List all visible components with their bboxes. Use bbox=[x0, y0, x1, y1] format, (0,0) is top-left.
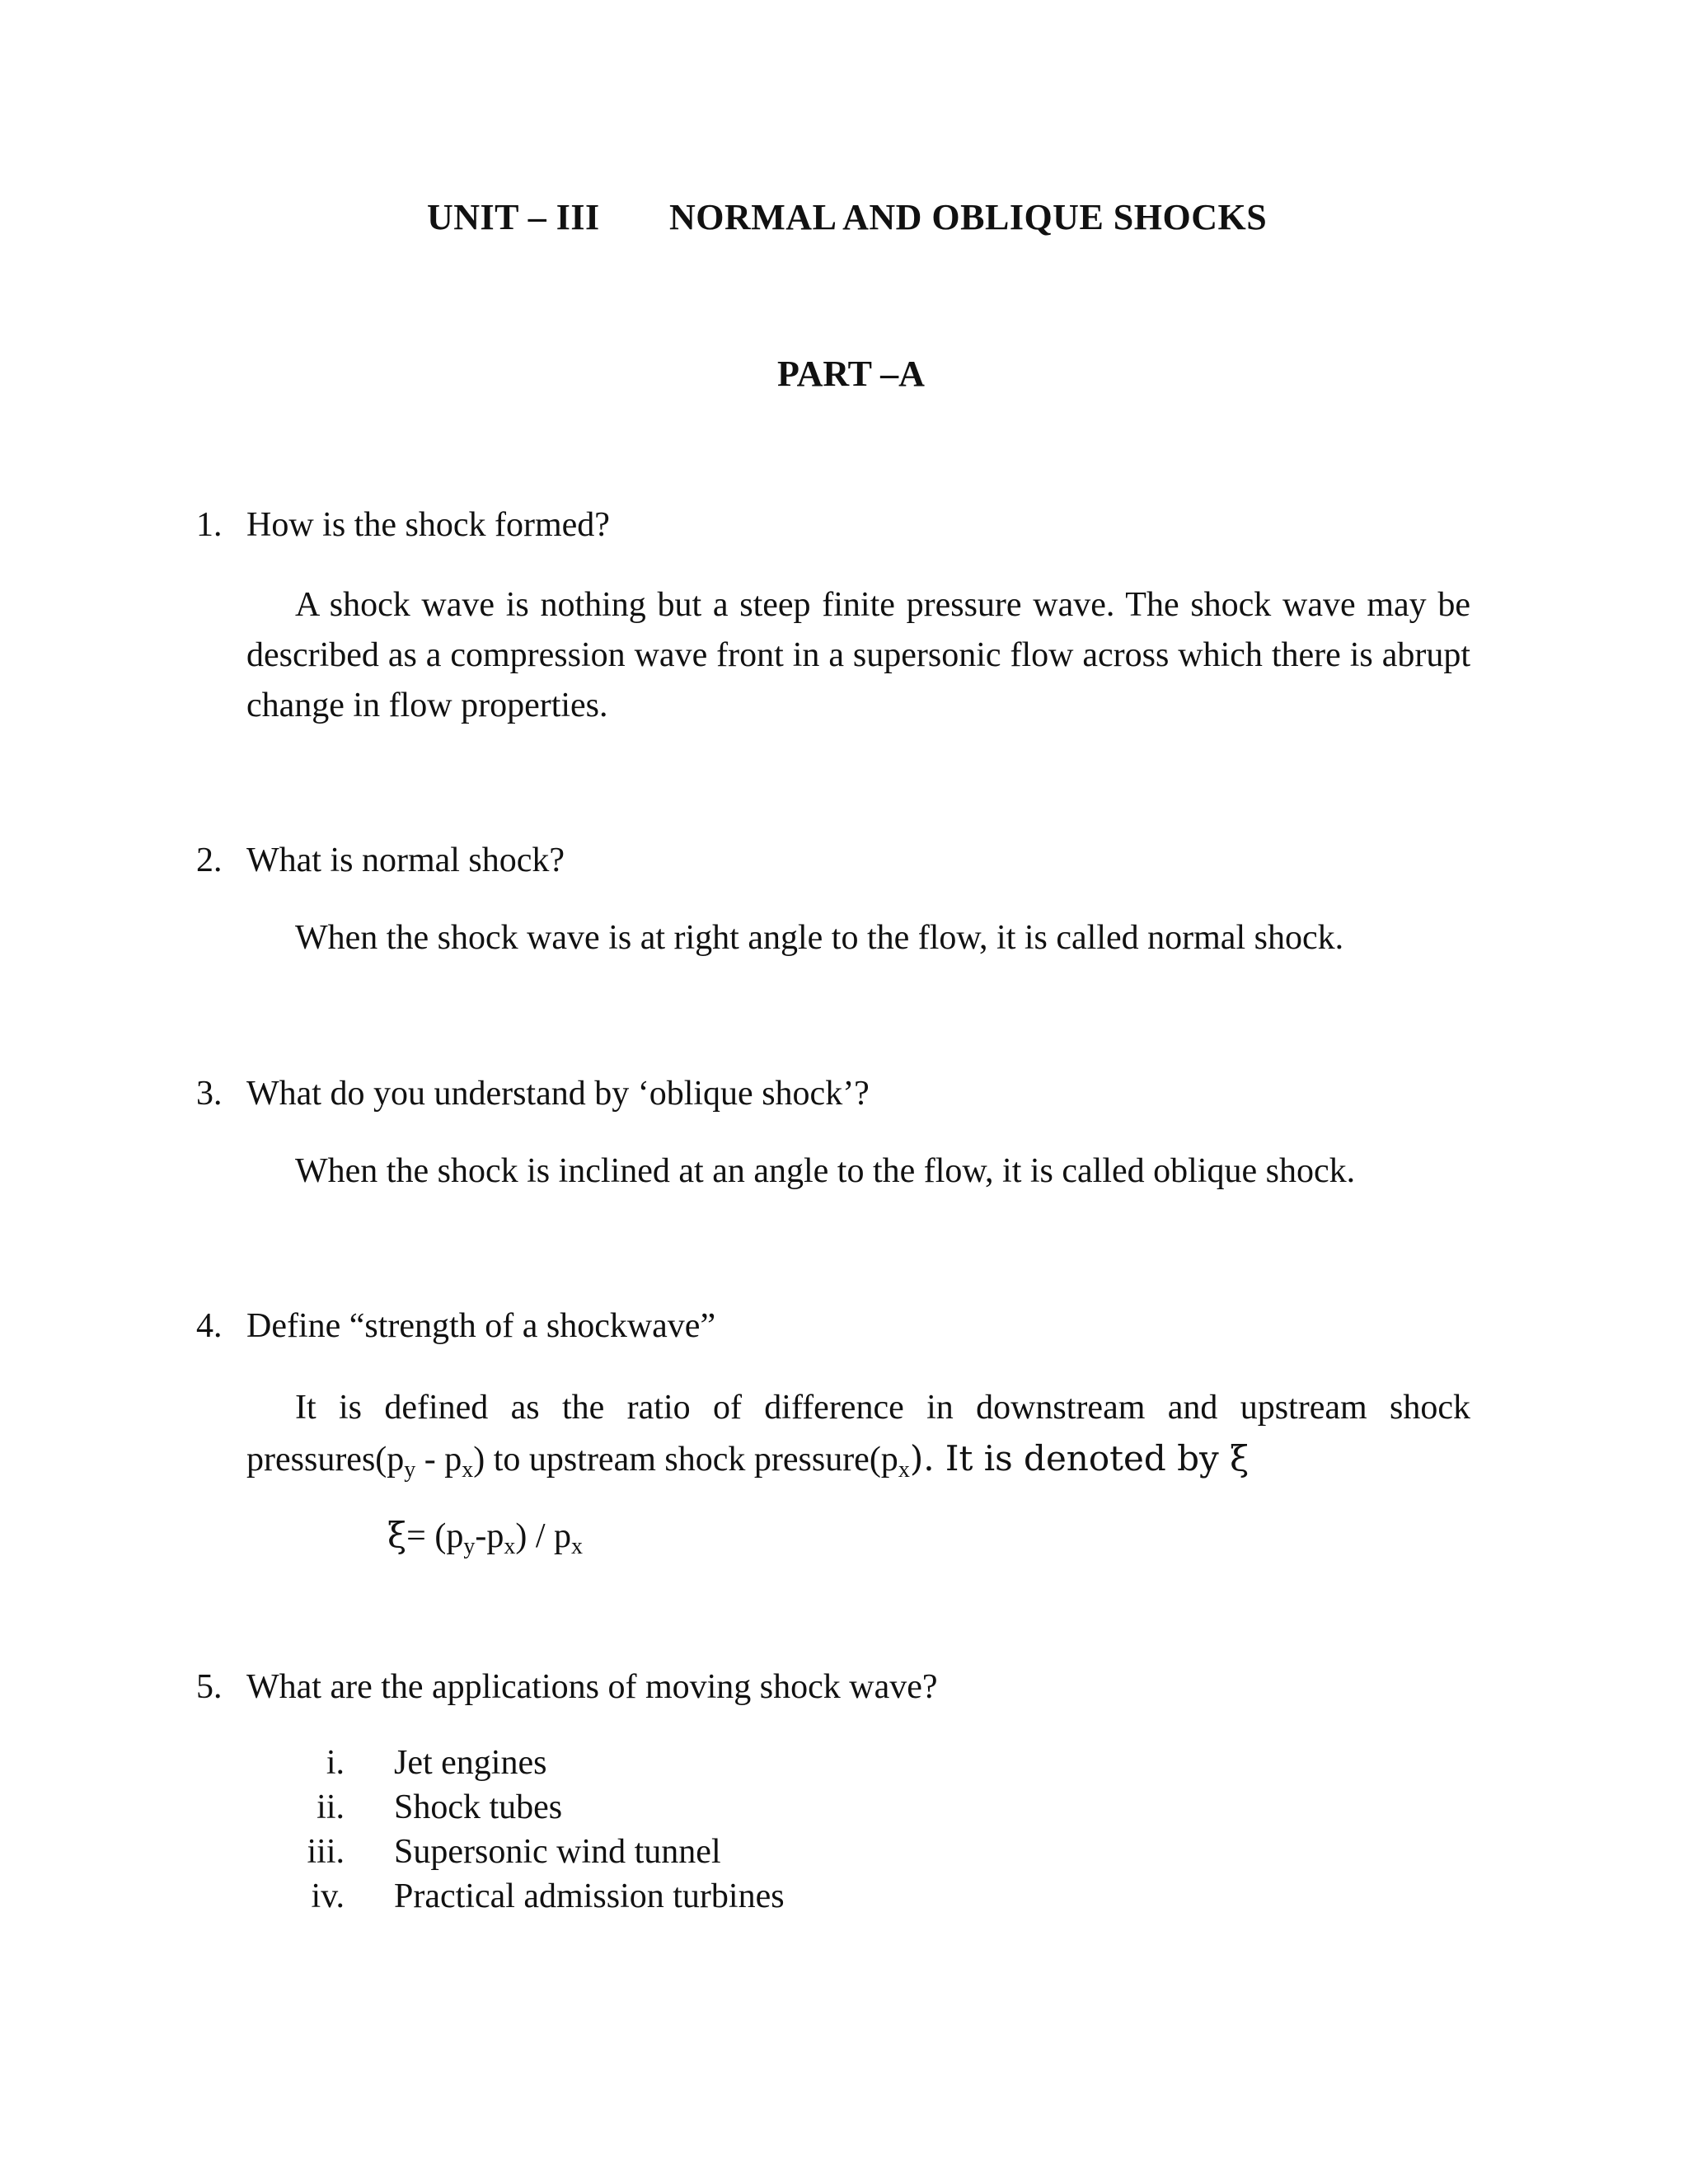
answer-1-text: A shock wave is nothing but a steep finite pressure wave. The shock wave may be described as a compression wave front in a supersonic flow across which there is abrupt change in flow properties. bbox=[246, 586, 1470, 724]
strength-formula bbox=[387, 1515, 583, 1559]
answer-2-text: When the shock wave is at right angle to the flow, it is called normal shock. bbox=[295, 919, 1344, 957]
part-heading: PART –A bbox=[777, 354, 925, 394]
list-item: Practical admission turbines bbox=[394, 1877, 785, 1915]
answer-4-lead: It is defined as the ratio of difference in downstream and upstream shock pressures(p bbox=[246, 1389, 1470, 1479]
list-item: Supersonic wind tunnel bbox=[394, 1833, 721, 1871]
formula-sub-y: y bbox=[463, 1534, 476, 1559]
question-2-text: What is normal shock? bbox=[246, 841, 565, 879]
page-title: NORMAL AND OBLIQUE SHOCKS bbox=[669, 197, 1268, 237]
formula-eq-open: = (p bbox=[406, 1517, 464, 1555]
formula-sub-x: x bbox=[504, 1534, 516, 1559]
answer-4-text bbox=[246, 1383, 1470, 1485]
question-5-text: What are the applications of moving shock wave? bbox=[246, 1668, 938, 1706]
subscript-y: y bbox=[404, 1457, 416, 1483]
formula-dash-p: -p bbox=[475, 1517, 504, 1555]
question-3-number: 3. bbox=[196, 1075, 223, 1113]
answer-4-tail: ). It is denoted by ξ bbox=[909, 1438, 1250, 1479]
list-numeral: i. bbox=[326, 1744, 345, 1782]
answer-4-mid2: ) to upstream shock pressure(p bbox=[473, 1441, 898, 1479]
list-numeral: iv. bbox=[311, 1877, 345, 1915]
list-item: Shock tubes bbox=[394, 1788, 563, 1826]
formula-sub-x2: x bbox=[570, 1534, 583, 1559]
answer-4-mid1: - p bbox=[415, 1441, 462, 1479]
xi-symbol: ξ bbox=[387, 1515, 407, 1555]
question-1-number: 1. bbox=[196, 506, 223, 544]
formula-close-div: ) / p bbox=[515, 1517, 571, 1555]
subscript-x: x bbox=[462, 1457, 474, 1483]
list-numeral: ii. bbox=[316, 1788, 345, 1826]
question-4-number: 4. bbox=[196, 1307, 223, 1345]
question-4-text: Define “strength of a shockwave” bbox=[246, 1307, 716, 1345]
question-1-text: How is the shock formed? bbox=[246, 506, 610, 544]
answer-3-text: When the shock is inclined at an angle to the flow, it is called oblique shock. bbox=[295, 1152, 1356, 1190]
list-numeral: iii. bbox=[307, 1833, 345, 1871]
question-5-number: 5. bbox=[196, 1668, 223, 1706]
list-item: Jet engines bbox=[394, 1744, 547, 1782]
question-2-number: 2. bbox=[196, 841, 223, 879]
subscript-x: x bbox=[898, 1457, 910, 1483]
question-3-text: What do you understand by ‘oblique shock’? bbox=[246, 1075, 870, 1113]
unit-label: UNIT – III bbox=[427, 197, 600, 237]
